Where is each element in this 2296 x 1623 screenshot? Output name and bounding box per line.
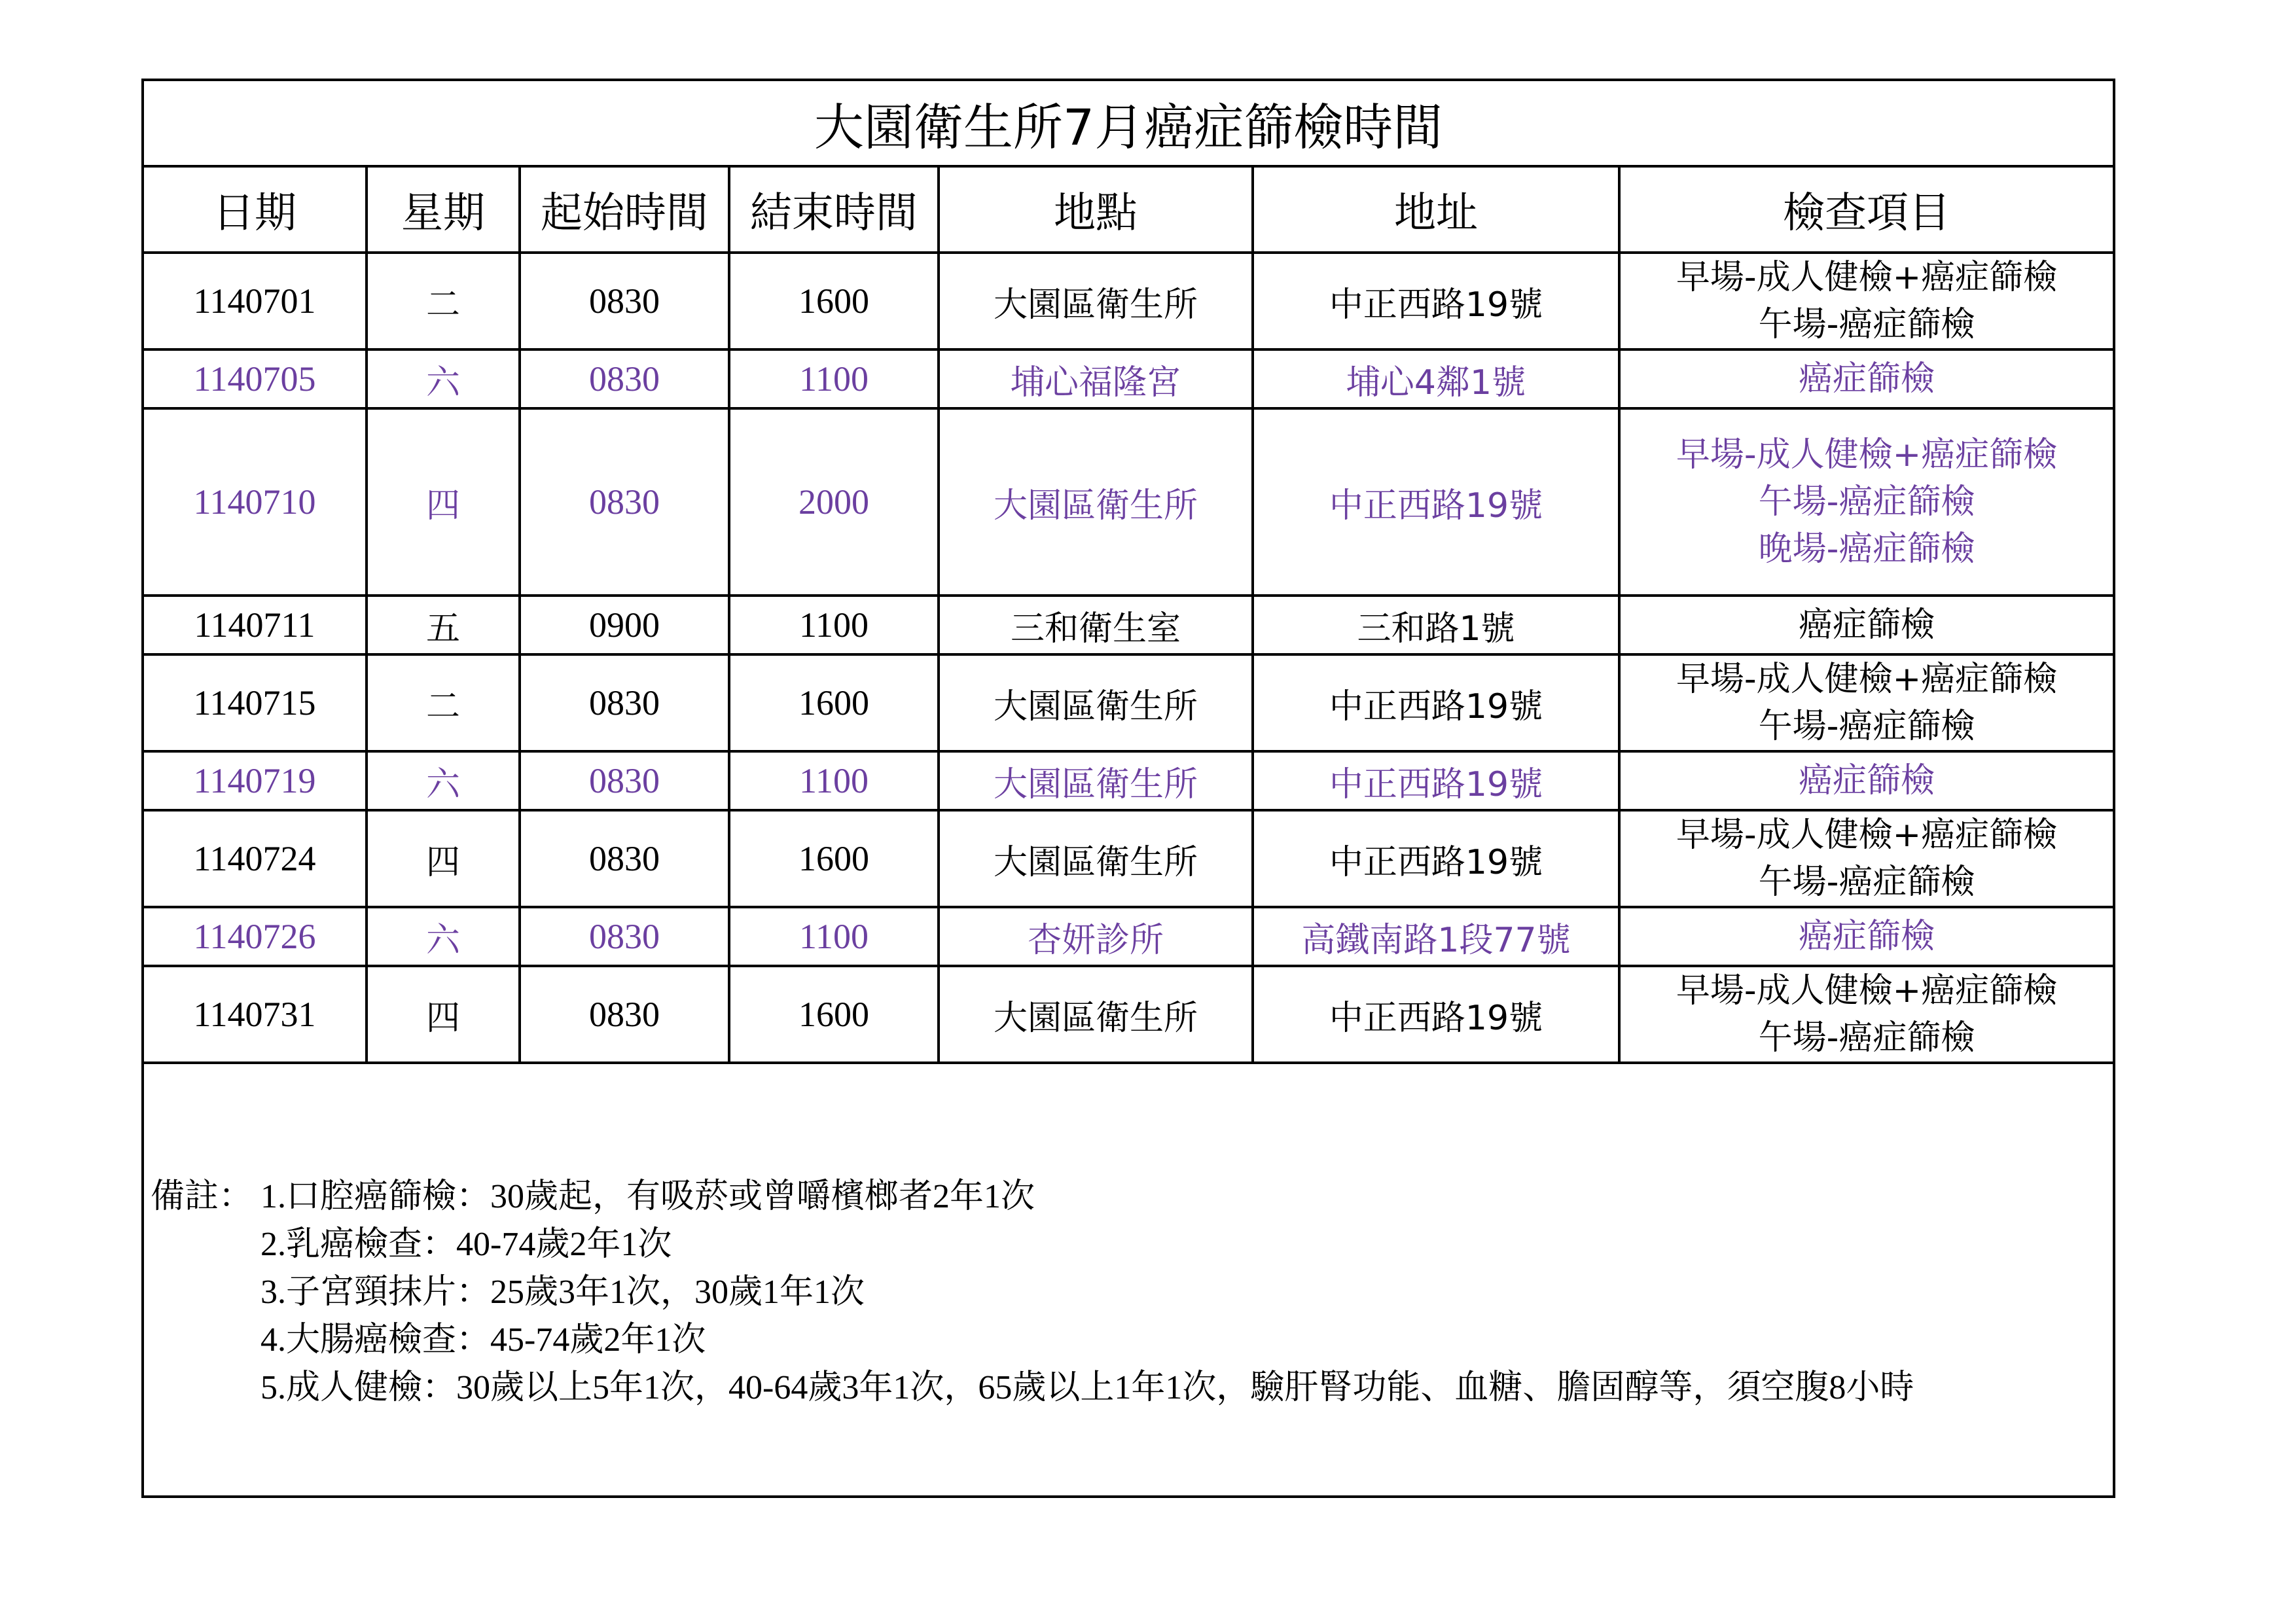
header-place: 地點 bbox=[939, 166, 1253, 253]
notes-label: 備註： bbox=[151, 1178, 253, 1215]
cell-weekday: 五 bbox=[367, 596, 520, 654]
item-line: 早場-成人健檢+癌症篩檢 bbox=[1676, 660, 2058, 699]
item-line: 早場-成人健檢+癌症篩檢 bbox=[1676, 435, 2058, 474]
cell-date: 1140724 bbox=[144, 810, 367, 907]
cell-end-time: 1100 bbox=[729, 907, 939, 966]
cell-place: 大園區衛生所 bbox=[939, 253, 1253, 349]
cell-place: 三和衛生室 bbox=[939, 596, 1253, 654]
item-line: 早場-成人健檢+癌症篩檢 bbox=[1676, 971, 2058, 1010]
cell-weekday: 四 bbox=[367, 966, 520, 1063]
cell-start-time: 0830 bbox=[520, 349, 729, 408]
cell-place: 杏妍診所 bbox=[939, 907, 1253, 966]
cell-start-time: 0830 bbox=[520, 253, 729, 349]
item-line: 癌症篩檢 bbox=[1799, 605, 1935, 645]
item-line: 晚場-癌症篩檢 bbox=[1758, 529, 1975, 569]
table-row bbox=[144, 253, 2113, 349]
item-line: 癌症篩檢 bbox=[1799, 359, 1935, 399]
cell-date: 1140731 bbox=[144, 966, 367, 1063]
header-items: 檢查項目 bbox=[1619, 166, 2113, 253]
page-title: 大園衛生所7月癌症篩檢時間 bbox=[144, 81, 2113, 166]
cell-end-time: 1100 bbox=[729, 596, 939, 654]
header-start-time: 起始時間 bbox=[520, 166, 729, 253]
note-text: 4.大腸癌檢查：45-74歲2年1次 bbox=[260, 1321, 706, 1359]
cell-items bbox=[1619, 751, 2113, 810]
cell-start-time: 0830 bbox=[520, 751, 729, 810]
cell-date: 1140719 bbox=[144, 751, 367, 810]
note-line bbox=[144, 1268, 2113, 1316]
item-line: 午場-癌症篩檢 bbox=[1758, 1018, 1975, 1058]
item-line: 早場-成人健檢+癌症篩檢 bbox=[1676, 258, 2058, 297]
cell-items bbox=[1619, 349, 2113, 408]
item-line: 午場-癌症篩檢 bbox=[1758, 863, 1975, 902]
schedule-sheet bbox=[141, 79, 2115, 1498]
item-line: 午場-癌症篩檢 bbox=[1758, 482, 1975, 522]
cell-address: 中正西路19號 bbox=[1253, 751, 1619, 810]
note-text: 3.子宮頸抹片：25歲3年1次，30歲1年1次 bbox=[260, 1274, 865, 1311]
cell-weekday: 六 bbox=[367, 751, 520, 810]
cell-date: 1140705 bbox=[144, 349, 367, 408]
table-row bbox=[144, 349, 2113, 408]
cell-start-time: 0830 bbox=[520, 408, 729, 596]
cell-end-time: 1600 bbox=[729, 253, 939, 349]
table-header-row bbox=[144, 166, 2113, 253]
header-end-time: 結束時間 bbox=[729, 166, 939, 253]
item-line: 癌症篩檢 bbox=[1799, 761, 1935, 800]
cell-start-time: 0900 bbox=[520, 596, 729, 654]
cell-weekday: 六 bbox=[367, 349, 520, 408]
cell-start-time: 0830 bbox=[520, 654, 729, 751]
note-text: 5.成人健檢：30歲以上5年1次，40-64歲3年1次，65歲以上1年1次，驗肝腎功能、血糖、膽固醇等，須空腹8小時 bbox=[260, 1369, 1914, 1406]
cell-end-time: 1100 bbox=[729, 349, 939, 408]
cell-address: 中正西路19號 bbox=[1253, 654, 1619, 751]
cell-date: 1140715 bbox=[144, 654, 367, 751]
cell-date: 1140726 bbox=[144, 907, 367, 966]
note-line bbox=[144, 1364, 2113, 1412]
notes-section bbox=[144, 1173, 2113, 1412]
cell-items bbox=[1619, 408, 2113, 596]
cell-start-time: 0830 bbox=[520, 907, 729, 966]
cell-items bbox=[1619, 654, 2113, 751]
cell-items bbox=[1619, 810, 2113, 907]
table-row bbox=[144, 966, 2113, 1063]
cell-items bbox=[1619, 966, 2113, 1063]
cell-place: 大園區衛生所 bbox=[939, 810, 1253, 907]
header-date: 日期 bbox=[144, 166, 367, 253]
cell-items bbox=[1619, 596, 2113, 654]
cell-items bbox=[1619, 907, 2113, 966]
cell-weekday: 四 bbox=[367, 408, 520, 596]
cell-address: 中正西路19號 bbox=[1253, 966, 1619, 1063]
note-line bbox=[144, 1316, 2113, 1364]
cell-end-time: 1600 bbox=[729, 654, 939, 751]
header-address: 地址 bbox=[1253, 166, 1619, 253]
item-line: 早場-成人健檢+癌症篩檢 bbox=[1676, 815, 2058, 855]
cell-end-time: 2000 bbox=[729, 408, 939, 596]
cell-address: 中正西路19號 bbox=[1253, 810, 1619, 907]
cell-end-time: 1100 bbox=[729, 751, 939, 810]
cell-end-time: 1600 bbox=[729, 966, 939, 1063]
item-line: 癌症篩檢 bbox=[1799, 917, 1935, 956]
table-row bbox=[144, 408, 2113, 596]
schedule-table bbox=[144, 81, 2113, 1064]
table-row bbox=[144, 596, 2113, 654]
cell-address: 三和路1號 bbox=[1253, 596, 1619, 654]
cell-weekday: 二 bbox=[367, 654, 520, 751]
cell-address: 高鐵南路1段77號 bbox=[1253, 907, 1619, 966]
cell-place: 大園區衛生所 bbox=[939, 408, 1253, 596]
table-row bbox=[144, 810, 2113, 907]
item-line: 午場-癌症篩檢 bbox=[1758, 707, 1975, 746]
cell-place: 大園區衛生所 bbox=[939, 751, 1253, 810]
cell-weekday: 六 bbox=[367, 907, 520, 966]
cell-address: 中正西路19號 bbox=[1253, 253, 1619, 349]
cell-items bbox=[1619, 253, 2113, 349]
note-text: 1.口腔癌篩檢：30歲起，有吸菸或曾嚼檳榔者2年1次 bbox=[260, 1178, 1035, 1215]
table-row bbox=[144, 907, 2113, 966]
cell-start-time: 0830 bbox=[520, 966, 729, 1063]
cell-weekday: 四 bbox=[367, 810, 520, 907]
item-line: 午場-癌症篩檢 bbox=[1758, 305, 1975, 344]
cell-place: 大園區衛生所 bbox=[939, 654, 1253, 751]
header-weekday: 星期 bbox=[367, 166, 520, 253]
cell-weekday: 二 bbox=[367, 253, 520, 349]
cell-address: 中正西路19號 bbox=[1253, 408, 1619, 596]
cell-date: 1140701 bbox=[144, 253, 367, 349]
note-text: 2.乳癌檢查：40-74歲2年1次 bbox=[260, 1226, 672, 1263]
cell-end-time: 1600 bbox=[729, 810, 939, 907]
table-row bbox=[144, 654, 2113, 751]
cell-date: 1140711 bbox=[144, 596, 367, 654]
table-row bbox=[144, 751, 2113, 810]
cell-place: 大園區衛生所 bbox=[939, 966, 1253, 1063]
note-line bbox=[144, 1221, 2113, 1268]
cell-address: 埔心4鄰1號 bbox=[1253, 349, 1619, 408]
cell-place: 埔心福隆宮 bbox=[939, 349, 1253, 408]
note-line bbox=[144, 1173, 2113, 1221]
cell-date: 1140710 bbox=[144, 408, 367, 596]
cell-start-time: 0830 bbox=[520, 810, 729, 907]
